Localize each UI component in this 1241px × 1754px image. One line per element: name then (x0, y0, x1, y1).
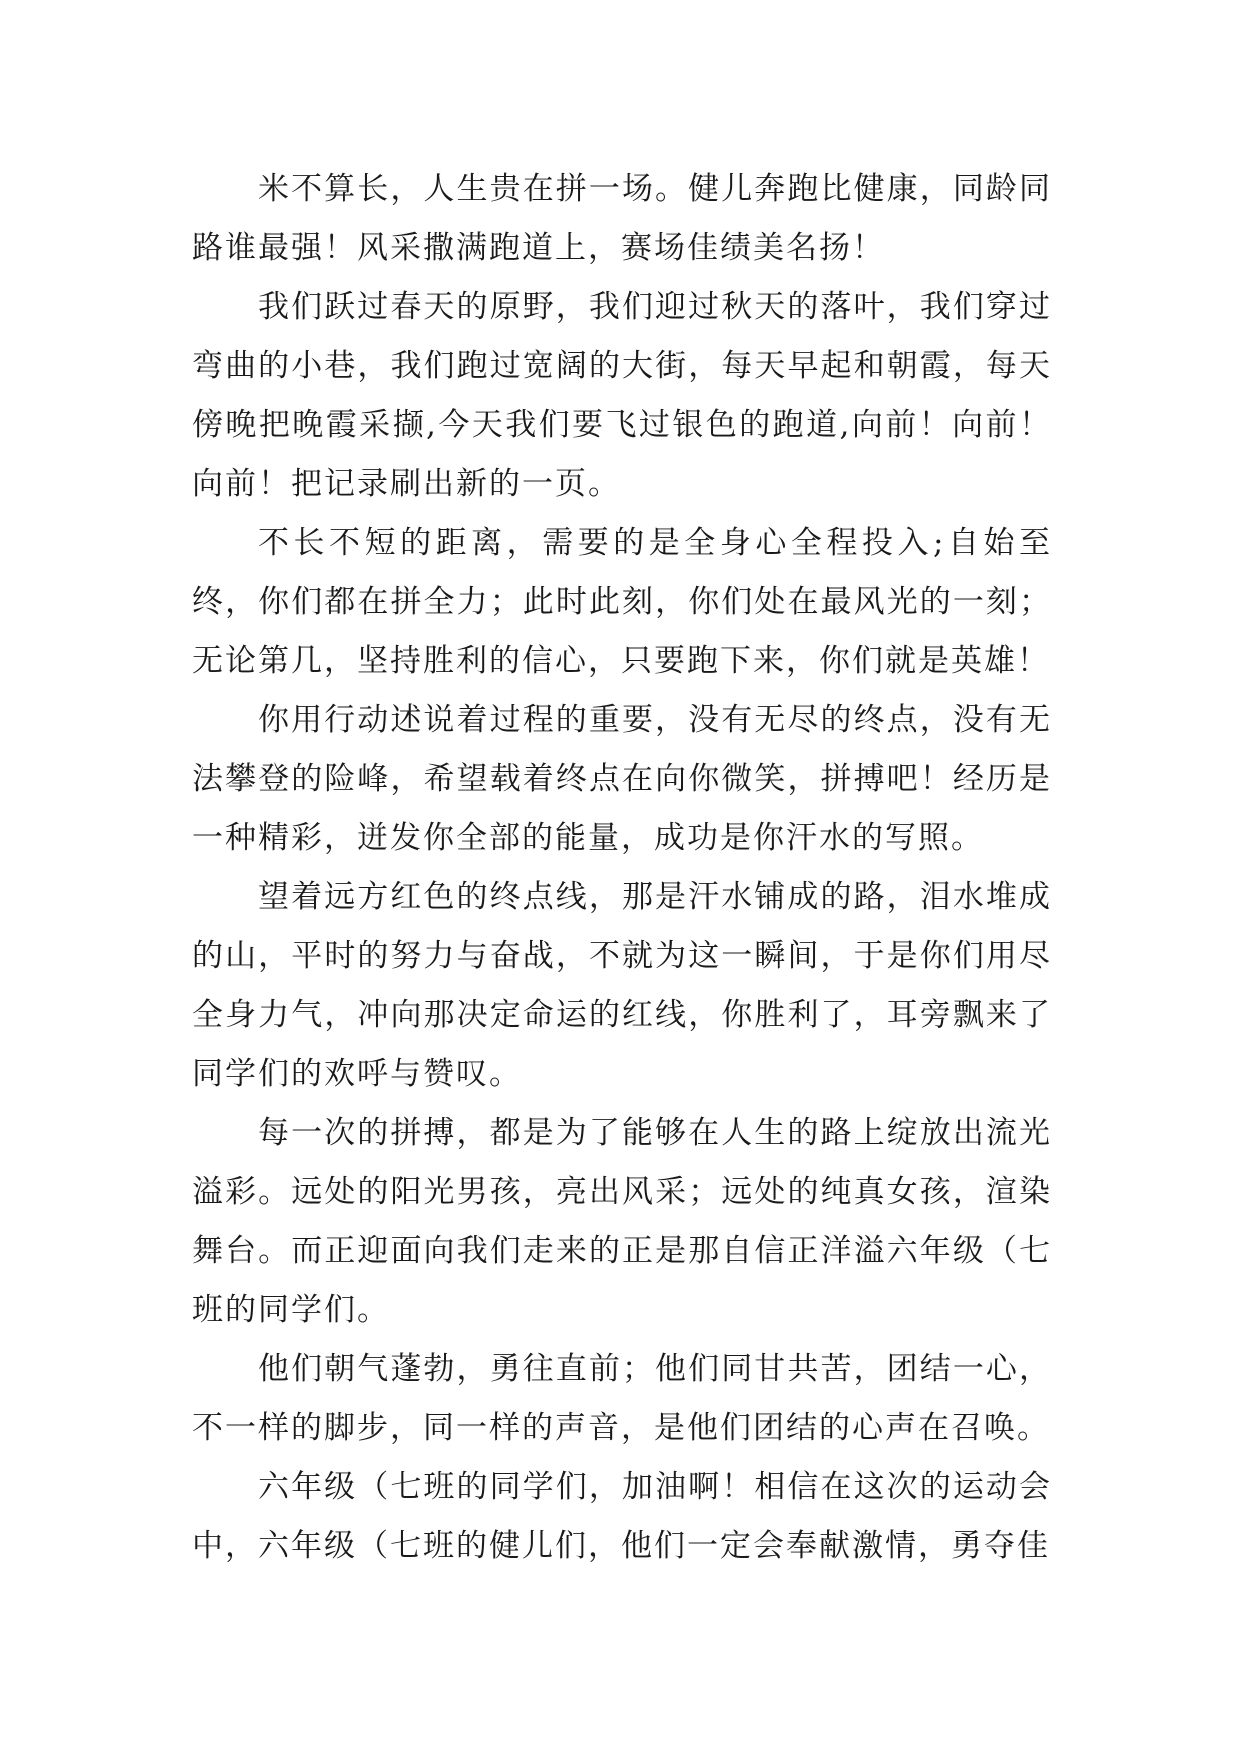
document-body (192, 160, 1052, 1576)
paragraph: 望着远方红色的终点线，那是汗水铺成的路，泪水堆成的山，平时的努力与奋战，不就为这一瞬间，于是你们用尽全身力气，冲向那决定命运的红线，你胜利了，耳旁飘来了同学们的欢呼与赞叹。 (192, 879, 1052, 1092)
paragraph: 不长不短的距离，需要的是全身心全程投入;自始至终，你们都在拼全力；此时此刻，你们处在最风光的一刻；无论第几，坚持胜利的信心，只要跑下来，你们就是英雄！ (192, 525, 1052, 679)
paragraph: 六年级（七班的同学们，加油啊！相信在这次的运动会中，六年级（七班的健儿们，他们一定会奉献激情，勇夺佳 (192, 1469, 1052, 1564)
paragraph: 你用行动述说着过程的重要，没有无尽的终点，没有无法攀登的险峰，希望载着终点在向你微笑，拼搏吧！经历是一种精彩，迸发你全部的能量，成功是你汗水的写照。 (192, 702, 1052, 856)
paragraph: 我们跃过春天的原野，我们迎过秋天的落叶，我们穿过弯曲的小巷，我们跑过宽阔的大街，每天早起和朝霞，每天傍晚把晚霞采撷,今天我们要飞过银色的跑道,向前！向前！向前！把记录刷出新的一页。 (192, 289, 1052, 502)
paragraph: 他们朝气蓬勃，勇往直前；他们同甘共苦，团结一心，不一样的脚步，同一样的声音，是他们团结的心声在召唤。 (192, 1351, 1052, 1446)
paragraph: 米不算长，人生贵在拼一场。健儿奔跑比健康，同龄同路谁最强！风采撒满跑道上，赛场佳绩美名扬！ (192, 171, 1052, 266)
paragraph: 每一次的拼搏，都是为了能够在人生的路上绽放出流光溢彩。远处的阳光男孩，亮出风采；远处的纯真女孩，渲染舞台。而正迎面向我们走来的正是那自信正洋溢六年级（七班的同学们。 (192, 1115, 1052, 1328)
